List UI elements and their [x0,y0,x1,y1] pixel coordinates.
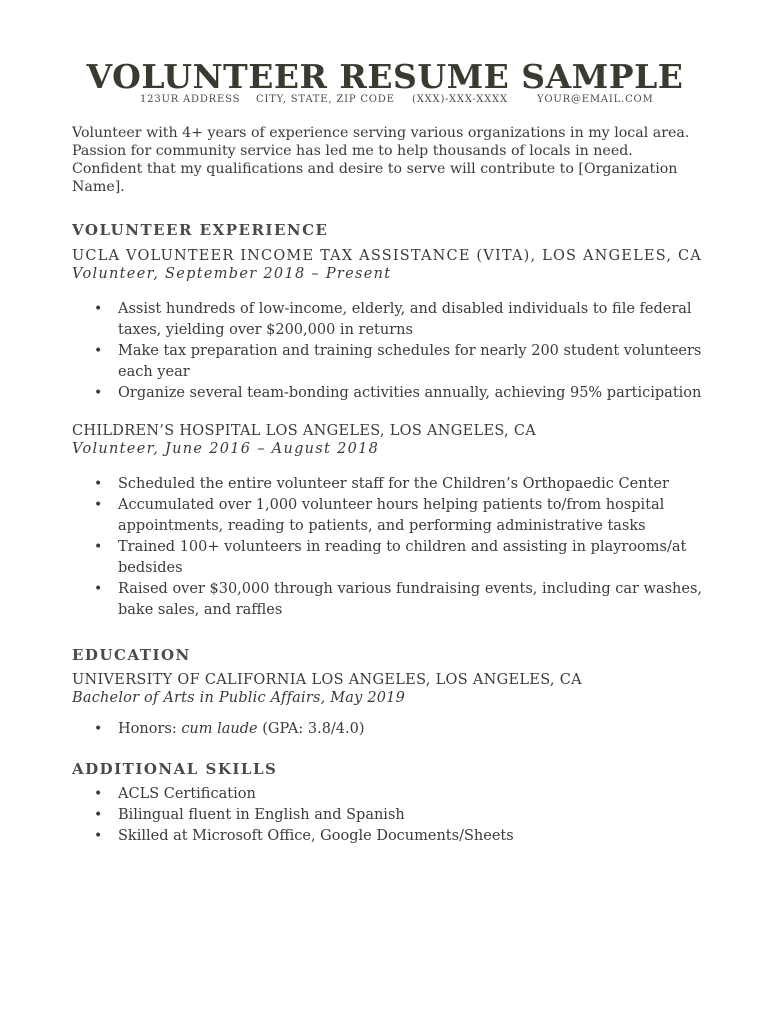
section-heading-experience: VOLUNTEER EXPERIENCE [72,221,329,239]
job-role: Volunteer, June 2016 – August 2018 [72,441,380,457]
section-heading-skills: ADDITIONAL SKILLS [72,760,278,778]
bullet-icon: • [94,301,103,317]
bullet-icon: • [94,343,103,359]
bullet-icon: • [94,581,103,597]
job-bullets [72,474,702,621]
bullet-icon: • [94,476,103,492]
summary-paragraph: Volunteer with 4+ years of experience serving various organizations in my local area. Passion for community service has led me to help thousands of locals in need. Confident that my qualifications and desire to serve will contribute to [Organization Name]. [72,125,690,195]
contact-phone: (XXX)-XXX-XXXX [412,94,508,105]
honors-gpa: (GPA: 3.8/4.0) [262,721,365,737]
bullet-icon: • [94,385,103,401]
education-entry [72,671,702,740]
job-role: Volunteer, September 2018 – Present [72,266,392,282]
section-heading-education: EDUCATION [72,646,191,664]
honors-value: cum laude [181,721,258,737]
list-item: • Skilled at Microsoft Office, Google Documents/Sheets [72,826,702,847]
bullet-icon: • [94,828,103,844]
honors-label: Honors: [118,721,177,737]
education-bullets [72,719,702,740]
resume-body [72,124,702,847]
resume-title: VOLUNTEER RESUME SAMPLE [86,57,684,96]
list-item: • Make tax preparation and training schedules for nearly 200 student volunteers each year [94,343,702,380]
contact-address: 123UR ADDRESS [140,94,241,105]
job-bullets [72,299,702,404]
bullet-icon: • [94,807,103,823]
bullet-icon: • [94,786,103,802]
list-item: • Accumulated over 1,000 volunteer hours helping patients to/from hospital appointments, reading to patients, and performing administrative tasks [94,497,665,534]
bullet-icon: • [94,721,103,737]
list-item: • Raised over $30,000 through various fundraising events, including car washes, bake sales, and raffles [94,581,703,618]
education-school: UNIVERSITY OF CALIFORNIA LOS ANGELES, LOS ANGELES, CA [72,672,582,688]
list-item: • ACLS Certification [72,784,702,805]
job-organization: CHILDREN’S HOSPITAL LOS ANGELES, LOS ANGELES, CA [72,423,537,439]
job-entry [72,247,702,404]
contact-line [140,94,660,108]
skills-list [72,784,702,847]
education-degree: Bachelor of Arts in Public Affairs, May 2019 [72,690,406,706]
job-entry [72,422,702,621]
contact-city: CITY, STATE, ZIP CODE [256,94,395,105]
bullet-icon: • [94,539,103,555]
contact-email: YOUR@EMAIL.COM [537,94,654,105]
list-item: • Trained 100+ volunteers in reading to children and assisting in playrooms/at bedsides [94,539,687,576]
list-item: • Assist hundreds of low-income, elderly, and disabled individuals to file federal taxes, yielding over $200,000 in returns [94,301,692,338]
job-organization: UCLA VOLUNTEER INCOME TAX ASSISTANCE (VITA), LOS ANGELES, CA [72,248,702,264]
list-item: • Organize several team-bonding activities annually, achieving 95% participation [72,383,702,404]
list-item: • Bilingual fluent in English and Spanish [72,805,702,826]
list-item: • Scheduled the entire volunteer staff for the Children’s Orthopaedic Center [72,474,702,495]
list-item [72,719,702,740]
bullet-icon: • [94,497,103,513]
